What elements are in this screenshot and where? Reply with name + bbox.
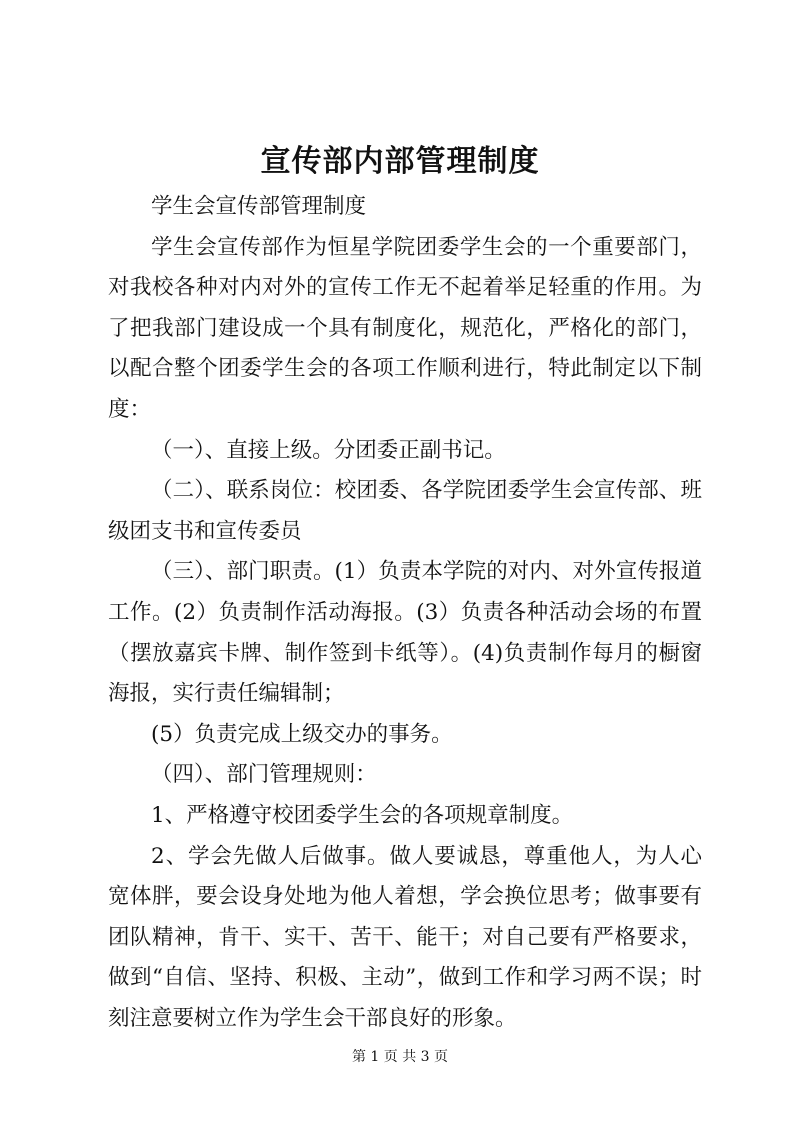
paragraph-rule-1: 1、严格遵守校团委学生会的各项规章制度。 xyxy=(151,802,574,828)
paragraph-rules-heading: （四）、部门管理规则： xyxy=(151,762,377,788)
paragraph-duty-5: (5）负责完成上级交办的事务。 xyxy=(151,721,453,747)
document-body xyxy=(108,187,702,1039)
paragraph-contact-posts: （二）、联系岗位：校团委、各学院团委学生会宣传部、班级团支书和宣传委员 xyxy=(108,478,702,544)
paragraph-subtitle: 学生会宣传部管理制度 xyxy=(151,194,367,219)
document-title: 宣传部内部管理制度 xyxy=(260,144,540,179)
paragraph-duties: （三）、部门职责。(1）负责本学院的对内、对外宣传报道工作。(2）负责制作活动海报。(3）负责各种活动会场的布置（摆放嘉宾卡牌、制作签到卡纸等）。(4)负责制作每月的橱窗海报，实行责任编辑制； xyxy=(108,559,702,707)
paragraph-superior: （一）、直接上级。分团委正副书记。 xyxy=(151,437,506,463)
page-footer: 第 1 页 共 3 页 xyxy=(351,1049,449,1065)
paragraph-intro: 学生会宣传部作为恒星学院团委学生会的一个重要部门，对我校各种对内对外的宣传工作无不起着举足轻重的作用。为了把我部门建设成一个具有制度化，规范化，严格化的部门，以配合整个团委学生会的各项工作顺利进行，特此制定以下制度： xyxy=(108,234,702,422)
paragraph-rule-2: 2、学会先做人后做事。做人要诚恳，尊重他人，为人心宽体胖，要会设身处地为他人着想，学会换位思考；做事要有团队精神，肯干、实干、苦干、能干；对自己要有严格要求，做到“自信、坚持、积极、主动”，做到工作和学习两不误；时刻注意要树立作为学生会干部良好的形象。 xyxy=(108,843,702,1031)
